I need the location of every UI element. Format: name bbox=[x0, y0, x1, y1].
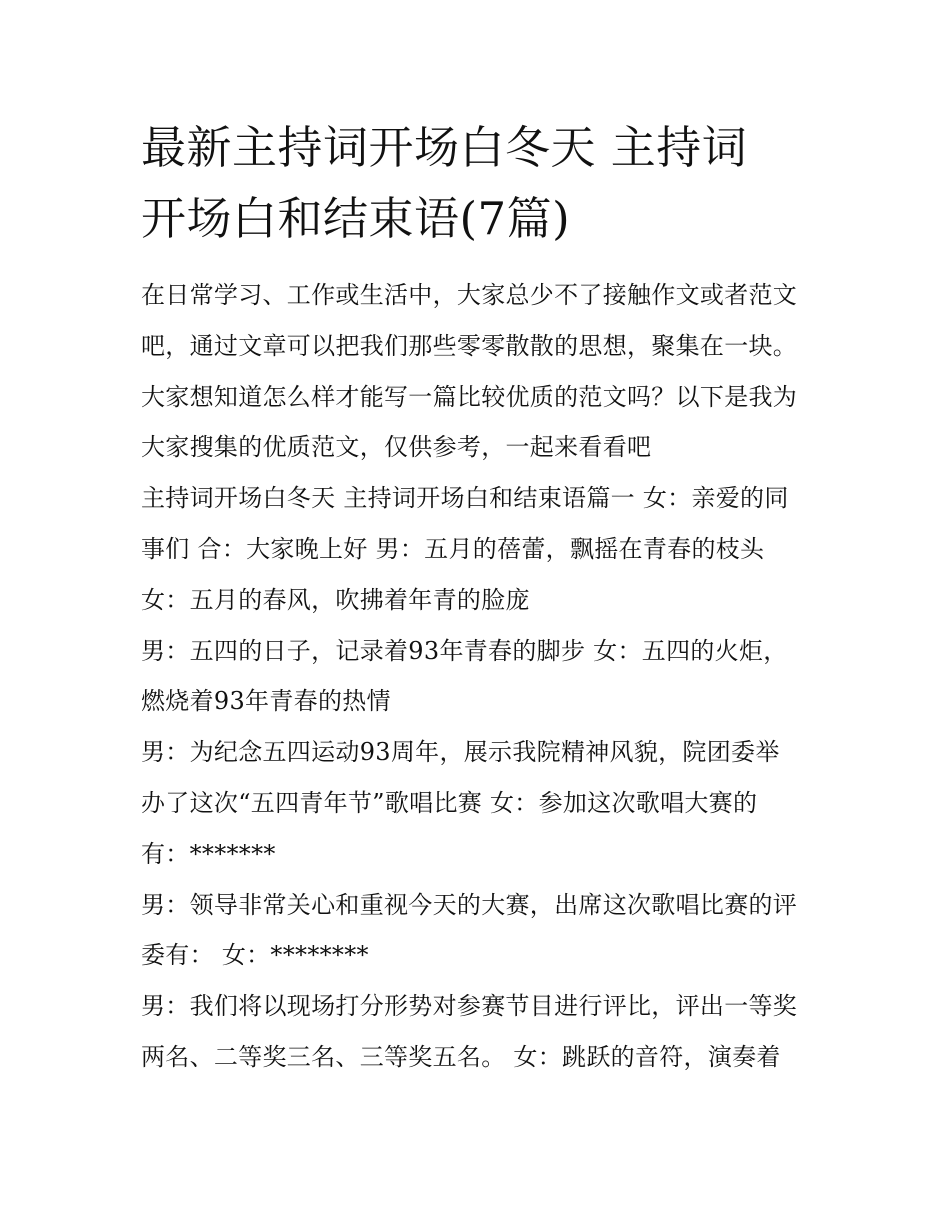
body-line: 男：五四的日子，记录着93年青春的脚步 女：五四的火炬， bbox=[141, 636, 788, 665]
body-line: 女：五月的春风，吹拂着年青的脸庞 bbox=[141, 585, 530, 614]
body-line: 男：为纪念五四运动93周年，展示我院精神风貌，院团委举 bbox=[141, 738, 780, 767]
title-line-2: 开场白和结束语(7篇) bbox=[141, 192, 571, 245]
body-line: 大家搜集的优质范文，仅供参考，一起来看看吧 bbox=[141, 433, 652, 462]
body-line: 男：我们将以现场打分形势对参赛节目进行评比，评出一等奖 bbox=[141, 992, 798, 1021]
body-line: 办了这次“五四青年节”歌唱比赛 女：参加这次歌唱大赛的 bbox=[141, 788, 758, 817]
body-line: 事们 合：大家晚上好 男：五月的蓓蕾，飘摇在青春的枝头 bbox=[141, 534, 765, 563]
body-line: 主持词开场白冬天 主持词开场白和结束语篇一 女：亲爱的同 bbox=[141, 484, 789, 513]
body-line: 大家想知道怎么样才能写一篇比较优质的范文吗？以下是我为 bbox=[141, 382, 798, 411]
body-line: 男：领导非常关心和重视今天的大赛，出席这次歌唱比赛的评 bbox=[141, 890, 798, 919]
body-line: 吧，通过文章可以把我们那些零零散散的思想，聚集在一块。 bbox=[141, 331, 798, 360]
body-line: 有：******* bbox=[141, 839, 276, 868]
body-line: 两名、二等奖三名、三等奖五名。 女：跳跃的音符，演奏着 bbox=[141, 1042, 781, 1071]
document-content bbox=[141, 112, 816, 1083]
title-line-1: 最新主持词开场白冬天 主持词 bbox=[141, 121, 748, 174]
body-line: 在日常学习、工作或生活中，大家总少不了接触作文或者范文 bbox=[141, 281, 798, 309]
body-line: 委有： 女：******** bbox=[141, 941, 369, 970]
document-body bbox=[141, 270, 816, 1083]
document-title bbox=[141, 112, 816, 254]
body-line: 燃烧着93年青春的热情 bbox=[141, 687, 391, 716]
